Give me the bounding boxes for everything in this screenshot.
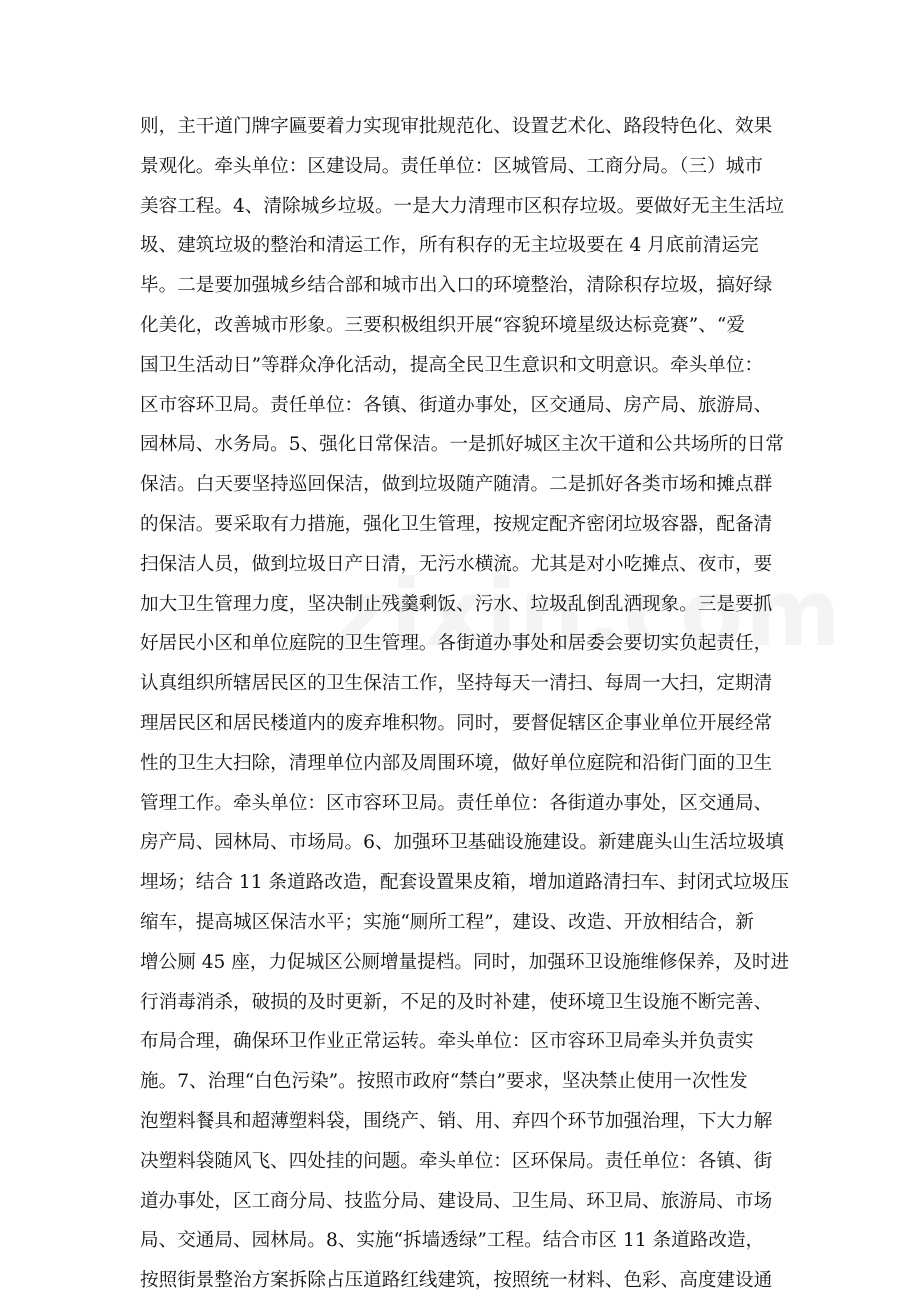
text-line: 认真组织所辖居民区的卫生保洁工作，坚持每天一清扫、每周一大扫，定期清 xyxy=(140,673,773,695)
text-line: 按照街景整治方案拆除占压道路红线建筑，按照统一材料、色彩、高度建设通 xyxy=(140,1270,773,1292)
text-line: 扫保洁人员，做到垃圾日产日清，无污水横流。尤其是对小吃摊点、夜市，要 xyxy=(140,553,773,575)
text-line: 行消毒消杀，破损的及时更新，不足的及时补建，使环境卫生设施不断完善、 xyxy=(140,991,773,1013)
text-line: 局、交通局、园林局。8、实施“拆墙透绿”工程。结合市区 11 条道路改造， xyxy=(140,1230,765,1252)
text-line: 化美化，改善城市形象。三要积极组织开展“容貌环境星级达标竞赛”、“爱 xyxy=(140,314,745,336)
text-line: 园林局、水务局。5、强化日常保洁。一是抓好城区主次干道和公共场所的日常 xyxy=(140,434,785,456)
text-line: 道办事处，区工商分局、技监分局、建设局、卫生局、环卫局、旅游局、市场 xyxy=(140,1190,773,1212)
text-line: 性的卫生大扫除，清理单位内部及周围环境，做好单位庭院和沿街门面的卫生 xyxy=(140,752,773,774)
text-line: 保洁。白天要坚持巡回保洁，做到垃圾随产随清。二是抓好各类市场和摊点群 xyxy=(140,474,773,496)
text-line: 毕。二是要加强城乡结合部和城市出入口的环境整治，清除积存垃圾，搞好绿 xyxy=(140,275,773,297)
text-line: 房产局、园林局、市场局。6、加强环卫基础设施建设。新建鹿头山生活垃圾填 xyxy=(140,832,785,854)
body-text xyxy=(140,107,790,1301)
text-line: 的保洁。要采取有力措施，强化卫生管理，按规定配齐密闭垃圾容器，配备清 xyxy=(140,513,773,535)
text-line: 加大卫生管理力度，坚决制止残羹剩饭、污水、垃圾乱倒乱洒现象。三是要抓 xyxy=(140,593,773,615)
text-line: 则，主干道门牌字匾要着力实现审批规范化、设置艺术化、路段特色化、效果 xyxy=(140,116,773,137)
text-line: 景观化。牵头单位：区建设局。责任单位：区城管局、工商分局。（三）城市 xyxy=(140,155,763,177)
text-line: 区市容环卫局。责任单位：各镇、街道办事处，区交通局、房产局、旅游局、 xyxy=(140,394,773,416)
text-line: 好居民小区和单位庭院的卫生管理。各街道办事处和居委会要切实负起责任， xyxy=(140,633,773,655)
text-line: 圾、建筑垃圾的整治和清运工作，所有积存的无主垃圾要在 4 月底前清运完 xyxy=(140,235,759,257)
text-line: 施。7、治理“白色污染”。按照市政府“禁白”要求，坚决禁止使用一次性发 xyxy=(140,1071,748,1093)
text-line: 布局合理，确保环卫作业正常运转。牵头单位：区市容环卫局牵头并负责实 xyxy=(140,1031,754,1053)
text-line: 泡塑料餐具和超薄塑料袋，围绕产、销、用、弃四个环节加强治理，下大力解 xyxy=(140,1110,773,1132)
text-line: 埋场；结合 11 条道路改造，配套设置果皮箱，增加道路清扫车、封闭式垃圾压 xyxy=(140,872,790,894)
text-line: 美容工程。4、清除城乡垃圾。一是大力清理市区积存垃圾。要做好无主生活垃 xyxy=(140,195,785,217)
text-line: 增公厕 45 座，力促城区公厕增量提档。同时，加强环卫设施维修保养，及时进 xyxy=(140,951,790,973)
text-line: 决塑料袋随风飞、四处挂的问题。牵头单位：区环保局。责任单位：各镇、街 xyxy=(140,1150,773,1172)
text-line: 理居民区和居民楼道内的废弃堆积物。同时，要督促辖区企事业单位开展经常 xyxy=(140,712,773,734)
text-line: 缩车，提高城区保洁水平；实施“厕所工程”，建设、改造、开放相结合，新 xyxy=(140,911,755,933)
text-line: 国卫生活动日”等群众净化活动，提高全民卫生意识和文明意识。牵头单位： xyxy=(140,354,764,376)
text-line: 管理工作。牵头单位：区市容环卫局。责任单位：各街道办事处，区交通局、 xyxy=(140,792,773,814)
